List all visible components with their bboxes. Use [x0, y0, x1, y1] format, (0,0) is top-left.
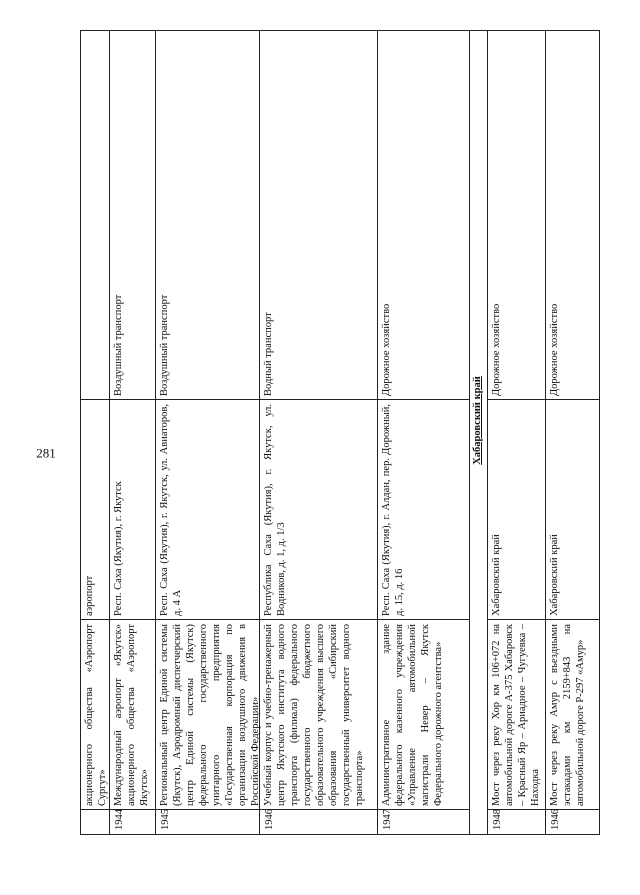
object-address: Республика Саха (Якутия), г. Якутск, ул. Водников, д. 1, д. 1/3 — [263, 404, 287, 616]
region-header: Хабаровский край — [472, 31, 483, 810]
object-category: Воздушный транспорт — [113, 294, 124, 396]
object-category: Воздушный транспорт — [159, 294, 170, 396]
object-address: Респ. Саха (Якутия), г. Алдан, пер. Дорожный, д. 15, д. 16 — [381, 404, 405, 616]
object-category: Дорожное хозяйство — [549, 303, 560, 396]
row-number: 1947 — [382, 809, 393, 830]
row-number: 1944 — [114, 809, 125, 830]
object-name: Региональный центр Единой системы (Якутск), Аэродромный диспетчерский центр Единой системы (Якутск) федерального государственного унитарного предприятия «Государственная корпорация по организации воздушного движения в Российской Федерации» — [159, 624, 261, 806]
object-address: Респ. Саха (Якутия), г. Якутск — [113, 481, 124, 616]
object-category — [81, 29, 109, 400]
row-number: 1946 — [264, 809, 275, 830]
object-name: Мост через реку Амур с въездными эстакадами км 2159+843 на автомобильной дороге Р-297 «Амур» — [549, 624, 586, 806]
row-number: 1948 — [492, 809, 503, 830]
object-category: Дорожное хозяйство — [381, 303, 392, 396]
object-address: аэропорт — [84, 575, 95, 616]
object-table — [80, 30, 600, 835]
object-name: Административное здание федерального казенного учреждения «Управление автомобильной магистрали Невер – Якутск Федерального дорожного агентства» — [381, 624, 444, 806]
row-number: 1946 — [550, 809, 561, 830]
object-address: Хабаровский край — [549, 534, 560, 616]
object-address: Хабаровский край — [491, 534, 502, 616]
object-name: Учебный корпус и учебно-тренажерный центр Якутского института водного транспорта (филиала) федерального государственного бюджетного образовательного учреждения высшего образования «Сибирский государственный университет водного транспорта» — [263, 624, 365, 806]
object-category: Водный транспорт — [263, 312, 274, 396]
page-number: 281 — [36, 445, 56, 461]
table-row — [259, 31, 377, 834]
table-row — [487, 31, 545, 834]
object-name: акционерного общества «Аэропорт Сургут» — [84, 624, 108, 806]
object-address: Респ. Саха (Якутия), г. Якутск, ул. Авиаторов, д. 4 А — [159, 404, 183, 616]
table-row — [377, 31, 469, 834]
table-row — [155, 31, 259, 834]
row-number: 1945 — [160, 809, 171, 830]
row-number — [81, 810, 109, 834]
table-row — [545, 31, 601, 834]
region-row — [469, 31, 487, 834]
table-row — [81, 31, 109, 834]
object-name: Мост через реку Хор км 106+072 на автомобильной дороге А-375 Хабаровск – Красный Яр – Ариадное – Чугуевка – Находка — [491, 624, 541, 806]
object-category: Дорожное хозяйство — [491, 303, 502, 396]
table-row — [109, 31, 155, 834]
object-name: Международный аэропорт «Якутск» акционерного общества «Аэропорт Якутск» — [113, 624, 150, 806]
